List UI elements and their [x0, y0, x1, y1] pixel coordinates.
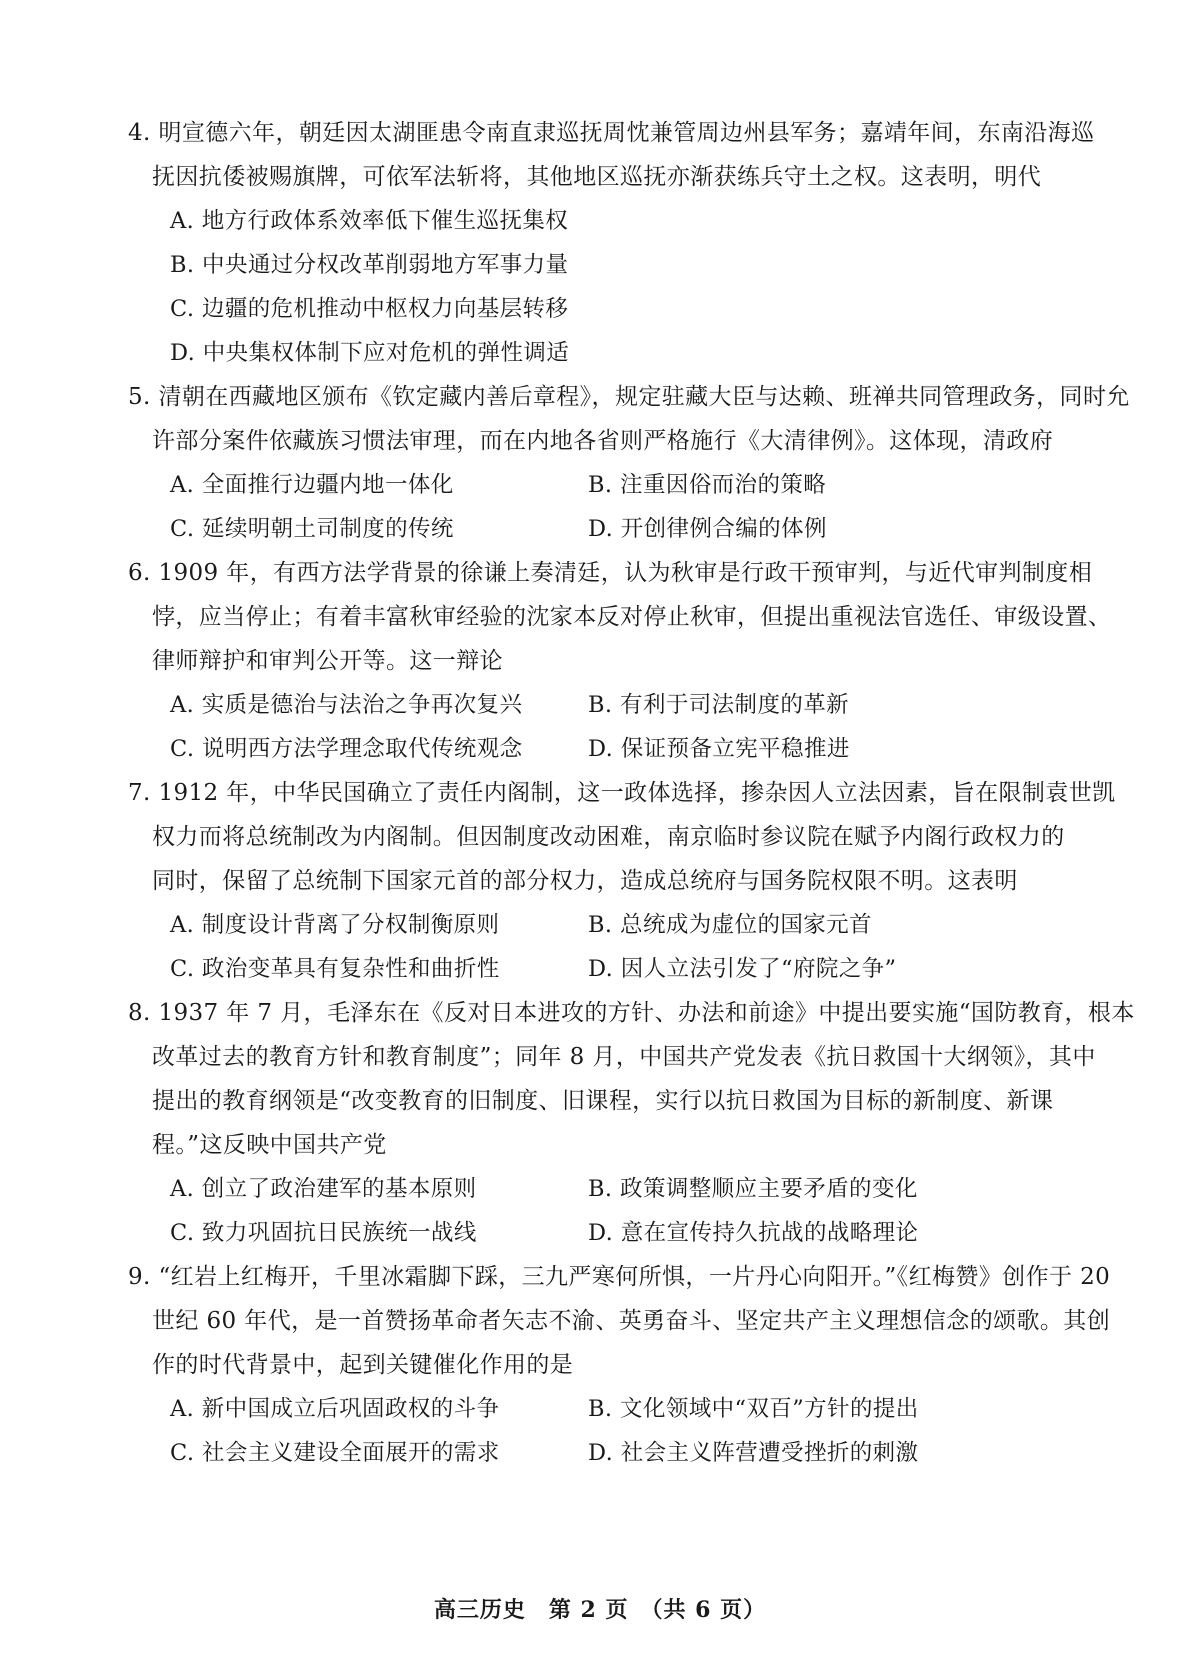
- question-stem-line: 同时，保留了总统制下国家元首的部分权力，造成总统府与国务院权限不明。这表明: [152, 868, 1018, 894]
- option-d: D. 社会主义阵营遭受挫折的刺激: [588, 1440, 919, 1466]
- option-d: D. 中央集权体制下应对危机的弹性调适: [170, 340, 570, 366]
- option-b: B. 有利于司法制度的革新: [588, 692, 850, 718]
- question-stem-line: 悖，应当停止；有着丰富秋审经验的沈家本反对停止秋审，但提出重视法官选任、审级设置、: [152, 604, 1112, 630]
- question-stem-line: 改革过去的教育方针和教育制度”；同年 8 月，中国共产党发表《抗日救国十大纲领》，其中: [152, 1044, 1096, 1070]
- question-stem-line: 7. 1912 年，中华民国确立了责任内阁制，这一政体选择，掺杂因人立法因素，旨在限制袁世凯: [128, 780, 1116, 806]
- question-stem-line: 许部分案件依藏族习惯法审理，而在内地各省则严格施行《大清律例》。这体现，清政府: [152, 428, 1054, 454]
- question-stem-line: 4. 明宣德六年，朝廷因太湖匪患令南直隶巡抚周忱兼管周边州县军务；嘉靖年间，东南沿海巡: [128, 120, 1095, 146]
- option-b: B. 文化领域中“双百”方针的提出: [588, 1396, 919, 1422]
- question-stem-line: 8. 1937 年 7 月，毛泽东在《反对日本进攻的方针、办法和前途》中提出要实施“国防教育，根本: [128, 1000, 1135, 1026]
- question-stem-line: 9. “红岩上红梅开，千里冰霜脚下踩，三九严寒何所惧，一片丹心向阳开。”《红梅赞》创作于 20: [128, 1264, 1111, 1290]
- option-a: A. 新中国成立后巩固政权的斗争: [170, 1396, 500, 1422]
- question-stem-line: 作的时代背景中，起到关键催化作用的是: [152, 1352, 574, 1378]
- option-c: C. 说明西方法学理念取代传统观念: [170, 736, 523, 762]
- option-c: C. 社会主义建设全面展开的需求: [170, 1440, 500, 1466]
- option-c: C. 边疆的危机推动中枢权力向基层转移: [170, 296, 569, 322]
- option-c: C. 政治变革具有复杂性和曲折性: [170, 956, 500, 982]
- option-b: B. 总统成为虚位的国家元首: [588, 912, 872, 938]
- option-d: D. 意在宣传持久抗战的战略理论: [588, 1220, 919, 1246]
- question-stem-line: 提出的教育纲领是“改变教育的旧制度、旧课程，实行以抗日救国为目标的新制度、新课: [152, 1088, 1054, 1114]
- question-stem-line: 世纪 60 年代，是一首赞扬革命者矢志不渝、英勇奋斗、坚定共产主义理想信念的颂歌。其创: [152, 1308, 1111, 1334]
- option-a: A. 地方行政体系效率低下催生巡抚集权: [170, 208, 569, 234]
- option-b: B. 中央通过分权改革削弱地方军事力量: [170, 252, 569, 278]
- page-footer: 高三历史 第 2 页 （共 6 页）: [433, 1597, 767, 1623]
- option-d: D. 开创律例合编的体例: [588, 516, 827, 542]
- option-b: B. 注重因俗而治的策略: [588, 472, 827, 498]
- question-stem-line: 抚因抗倭被赐旗牌，可依军法斩将，其他地区巡抚亦渐获练兵守土之权。这表明，明代: [152, 164, 1042, 190]
- option-a: A. 创立了政治建军的基本原则: [170, 1176, 477, 1202]
- option-a: A. 全面推行边疆内地一体化: [170, 472, 454, 498]
- option-a: A. 制度设计背离了分权制衡原则: [170, 912, 500, 938]
- option-d: D. 因人立法引发了“府院之争”: [588, 956, 897, 982]
- option-b: B. 政策调整顺应主要矛盾的变化: [588, 1176, 918, 1202]
- question-stem-line: 5. 清朝在西藏地区颁布《钦定藏内善后章程》，规定驻藏大臣与达赖、班禅共同管理政务，同时允: [128, 384, 1130, 410]
- option-a: A. 实质是德治与法治之争再次复兴: [170, 692, 523, 718]
- option-c: C. 延续明朝土司制度的传统: [170, 516, 454, 542]
- question-stem-line: 6. 1909 年，有西方法学背景的徐谦上奏清廷，认为秋审是行政干预审判，与近代审判制度相: [128, 560, 1093, 586]
- option-d: D. 保证预备立宪平稳推进: [588, 736, 850, 762]
- question-stem-line: 权力而将总统制改为内阁制。但因制度改动困难，南京临时参议院在赋予内阁行政权力的: [152, 824, 1065, 850]
- option-c: C. 致力巩固抗日民族统一战线: [170, 1220, 477, 1246]
- question-stem-line: 律师辩护和审判公开等。这一辩论: [152, 648, 503, 674]
- question-stem-line: 程。”这反映中国共产党: [152, 1132, 387, 1158]
